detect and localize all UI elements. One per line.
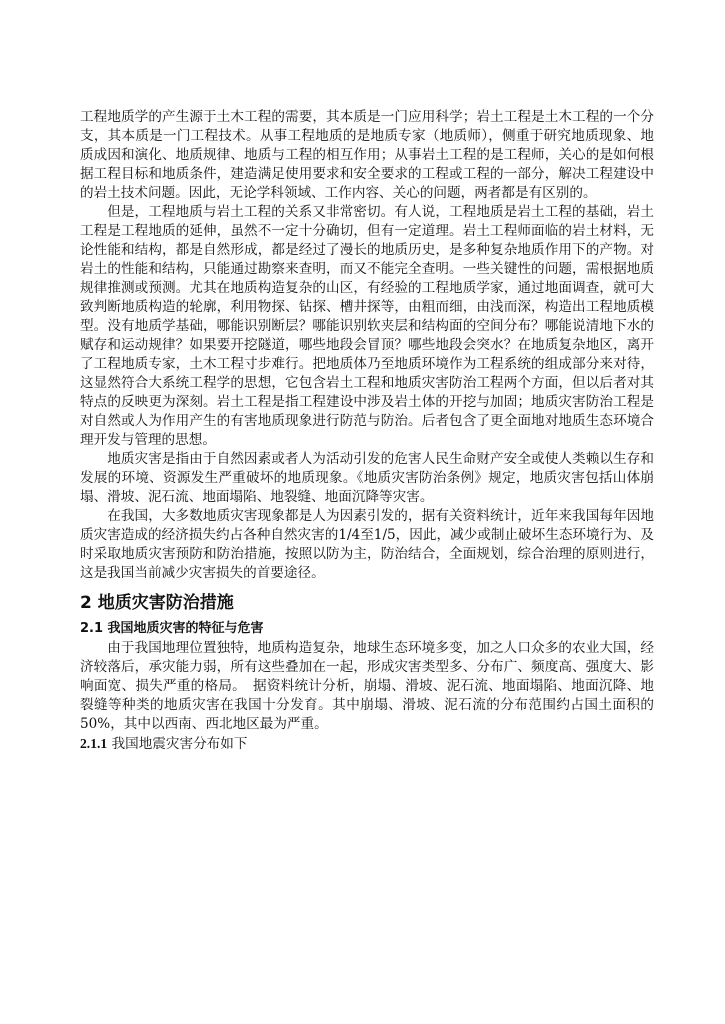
section-title-2-1-1: 我国地震灾害分布如下	[107, 736, 248, 752]
section-heading-2-1-1	[80, 734, 654, 754]
paragraph-disaster-statistics: 在我国，大多数地质灾害现象都是人为因素引发的，据有关资料统计，近年来我国每年因地质灾害造成的经济损失约占各种自然灾害的1/4至1/5，因此，减少或制止破坏生态环境行为、及时采取地质灾害预防和防治措施，按照以防为主，防治结合，全面规划，综合治理的原则进行，这是我国当前减少灾害损失的首要途径。	[80, 508, 654, 581]
intro-paragraph: 工程地质学的产生源于土木工程的需要，其本质是一门应用科学；岩土工程是土木工程的一个分支，其本质是一门工程技术。从事工程地质的是地质专家（地质师），侧重于研究地质现象、地质成因和演化、地质规律、地质与工程的相互作用；从事岩土工程的是工程师，关心的是如何根据工程目标和地质条件，建造满足使用要求和安全要求的工程或工程的一部分，解决工程建设中的岩土技术问题。因此，无论学科领域、工作内容、关心的问题，两者都是有区别的。	[80, 109, 654, 201]
paragraph-geology-relationship: 但是，工程地质与岩土工程的关系又非常密切。有人说，工程地质是岩土工程的基础，岩土工程是工程地质的延伸，虽然不一定十分确切，但有一定道理。岩土工程师面临的岩土材料，无论性能和结构，都是自然形成，都是经过了漫长的地质历史，是多种复杂地质作用下的产物。对岩土的性能和结构，只能通过勘察来查明，而又不能完全查明。一些关键性的问题，需根据地质规律推测或预测。尤其在地质构造复杂的山区，有经验的工程地质学家，通过地面调查，就可大致判断地质构造的轮廓，利用物探、钻探、槽井探等，由粗而细，由浅而深，构造出工程地质模型。没有地质学基础，哪能识别断层？哪能识别软夹层和结构面的空间分布？哪能说清地下水的赋存和运动规律？如果要开挖隧道，哪些地段会冒顶？哪些地段会突水？在地质复杂地区，离开了工程地质专家，土木工程寸步难行。把地质体乃至地质环境作为工程系统的组成部分来对待，这显然符合大系统工程学的思想，它包含岩土工程和地质灾害防治工程两个方面，但以后者对其特点的反映更为深刻。岩土工程是指工程建设中涉及岩土体的开挖与加固；地质灾害防治工程是对自然或人为作用产生的有害地质现象进行防范与防治。后者包含了更全面地对地质生态环境合理开发与管理的思想。	[80, 204, 654, 448]
section-heading-2: 2 地质灾害防治措施	[80, 593, 234, 613]
document-body	[80, 108, 654, 754]
paragraph-disaster-features: 由于我国地理位置独特，地质构造复杂，地球生态环境多变，加之人口众多的农业大国，经济较落后，承灾能力弱，所有这些叠加在一起，形成灾害类型多、分布广、频度高、强度大、影响面宽、损失严重的格局。 据资料统计分析，崩塌、滑坡、泥石流、地面塌陷、地面沉降、地裂缝等种类的地质灾害在我国十分发育。其中崩塌、滑坡、泥石流的分布范围约占国土面积的50%，其中以西南、西北地区最为严重。	[80, 640, 654, 732]
paragraph-disaster-definition: 地质灾害是指由于自然因素或者人为活动引发的危害人民生命财产安全或使人类赖以生存和发展的环境、资源发生严重破坏的地质现象。《地质灾害防治条例》规定，地质灾害包括山体崩塌、滑坡、泥石流、地面塌陷、地裂缝、地面沉降等灾害。	[80, 451, 654, 505]
section-heading-2-1: 2.1 我国地质灾害的特征与危害	[80, 621, 264, 636]
section-number-2-1-1: 2.1.1	[80, 736, 108, 751]
